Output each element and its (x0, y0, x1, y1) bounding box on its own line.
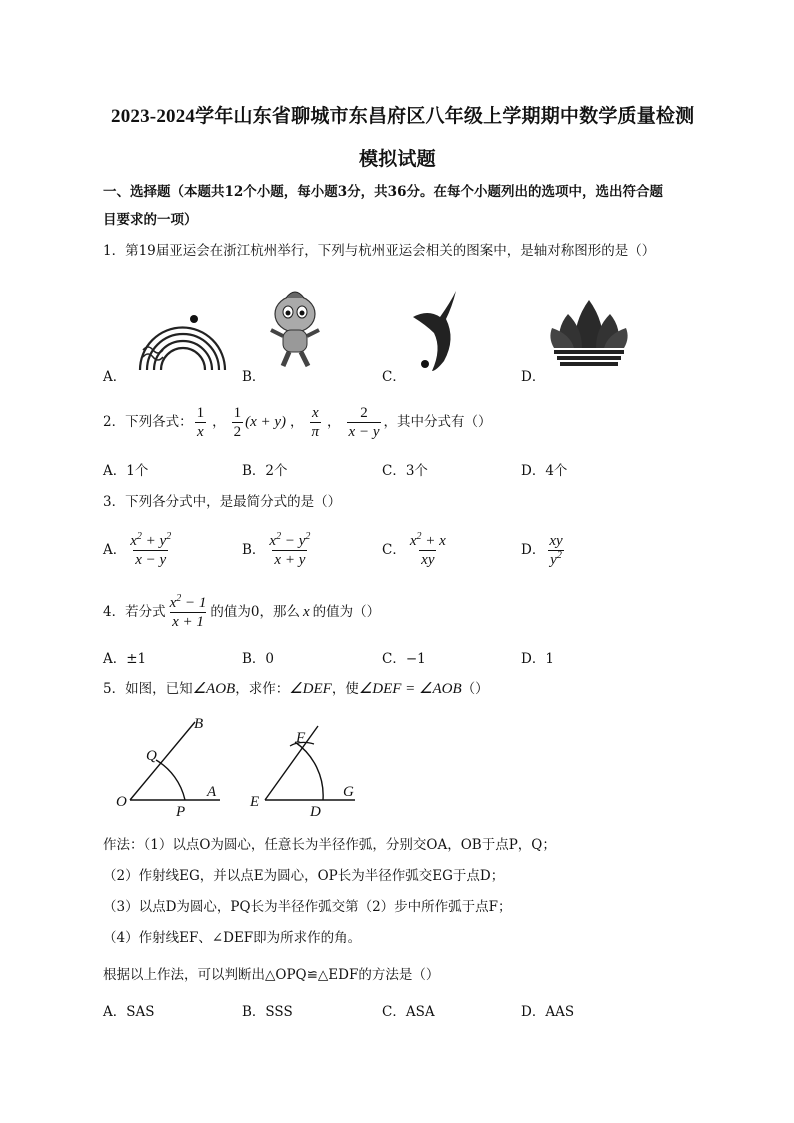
q2-fraction-1: $\frac{1}{x}$ (196, 404, 205, 440)
q4-option-a: A．±1 (103, 651, 147, 667)
q2-option-b: B．2个 (242, 463, 288, 479)
label-F: F (296, 730, 306, 746)
title-line-1: 2023-2024学年山东省聊城市东昌府区八年级上学期期中数学质量检测 (111, 106, 695, 127)
rainbow-emblem-image (135, 305, 230, 375)
q2-fraction-4: $\frac{2}{x - y}$ (348, 404, 380, 440)
q3-option-a: A． $\frac{x^2 + y^2}{x - y}$ (103, 530, 172, 568)
q2-fraction-3: $\frac{x}{\pi}$ (311, 404, 320, 440)
q3-option-c: C． $\frac{x^2 + x}{xy}$ (382, 530, 446, 568)
q5-judge: 根据以上作法，可以判断出△OPQ≌△EDF的方法是（） (103, 967, 440, 983)
q4-option-c: C．−1 (382, 651, 426, 667)
q5-step-3: （3）以点D为圆心，PQ长为半径作弧交第（2）步中所作弧于点F； (103, 899, 512, 915)
q3-option-b-fraction: $\frac{x^2 - y^2}{x + y}$ (269, 530, 311, 568)
q5-stem: 5．如图，已知 ∠AOB ，求作： ∠DEF ，使 ∠DEF = ∠AOB （） (103, 681, 489, 697)
whale-tail-image (405, 287, 465, 375)
section-heading-2: 目要求的一项） (103, 212, 198, 228)
q3-option-d: D． $\frac{xy}{y^2}$ (521, 532, 563, 568)
q3-option-a-fraction: $\frac{x^2 + y^2}{x - y}$ (130, 530, 172, 568)
q5-step-2: （2）作射线EG，并以点E为圆心，OP长为半径作弧交EG于点D； (103, 868, 505, 884)
q1-option-c-label: C． (382, 369, 406, 385)
q2-fraction-2-tail: (x + y) (245, 414, 287, 430)
q3-option-c-fraction: $\frac{x^2 + x}{xy}$ (409, 530, 446, 568)
label-Q: Q (146, 748, 157, 764)
q2-option-d: D．4个 (521, 463, 568, 479)
q5-step-1: 作法：（1）以点O为圆心，任意长为半径作弧，分别交OA，OB于点P，Q； (103, 837, 556, 853)
label-A: A (207, 784, 217, 800)
q4-stem: 4．若分式 $\frac{x^2 - 1}{x + 1}$ 的值为0，那么 x 的值为（） (103, 592, 381, 630)
angle-construction-figure (110, 712, 370, 822)
q2-option-a: A．1个 (103, 463, 149, 479)
q3-stem: 3．下列各分式中，是最简分式的是（） (103, 494, 342, 510)
q5-option-a: A．SAS (103, 1004, 155, 1020)
label-G: G (343, 784, 354, 800)
q1-option-d-label: D． (521, 369, 546, 385)
q5-step-4: （4）作射线EF、∠DEF即为所求作的角。 (103, 930, 362, 946)
q1-option-a-label: A． (103, 369, 127, 385)
q1-stem: 1．第19届亚运会在浙江杭州举行，下列与杭州亚运会相关的图案中，是轴对称图形的是（） (103, 243, 656, 259)
label-D: D (310, 804, 321, 820)
q2-suffix: ，其中分式有（） (383, 414, 492, 430)
q2-stem: 2．下列各式： $\frac{1}{x}$ ， $\frac{1}{2}$ (x + y) ， $\frac{x}{\pi}$ ， $\frac{2}{x - y}$ ，其中分式有（） (103, 404, 492, 440)
q3-option-b: B． $\frac{x^2 - y^2}{x + y}$ (242, 530, 311, 568)
q3-option-d-fraction: $\frac{xy}{y^2}$ (549, 532, 563, 568)
label-B: B (194, 716, 204, 732)
label-O: O (116, 794, 127, 810)
q2-fraction-2: $\frac{1}{2}$ (233, 404, 242, 440)
q4-option-d: D．1 (521, 651, 554, 667)
q5-option-b: B．SSS (242, 1004, 293, 1020)
lotus-image (548, 298, 630, 368)
q5-option-d: D．AAS (521, 1004, 575, 1020)
q2-prefix: 2．下列各式： (103, 414, 193, 430)
q4-fraction: $\frac{x^2 - 1}{x + 1}$ (169, 592, 207, 630)
q5-option-c: C．ASA (382, 1004, 435, 1020)
q4-option-b: B．0 (242, 651, 275, 667)
section-heading-1: 一、选择题（本题共12个小题，每小题3分，共36分。在每个小题列出的选项中，选出符合题 (103, 184, 663, 200)
q1-option-b-label: B． (242, 369, 266, 385)
title-line-2: 模拟试题 (359, 149, 436, 170)
mascot-image (264, 288, 326, 372)
q2-option-c: C．3个 (382, 463, 428, 479)
label-E: E (250, 794, 260, 810)
label-P: P (176, 804, 186, 820)
